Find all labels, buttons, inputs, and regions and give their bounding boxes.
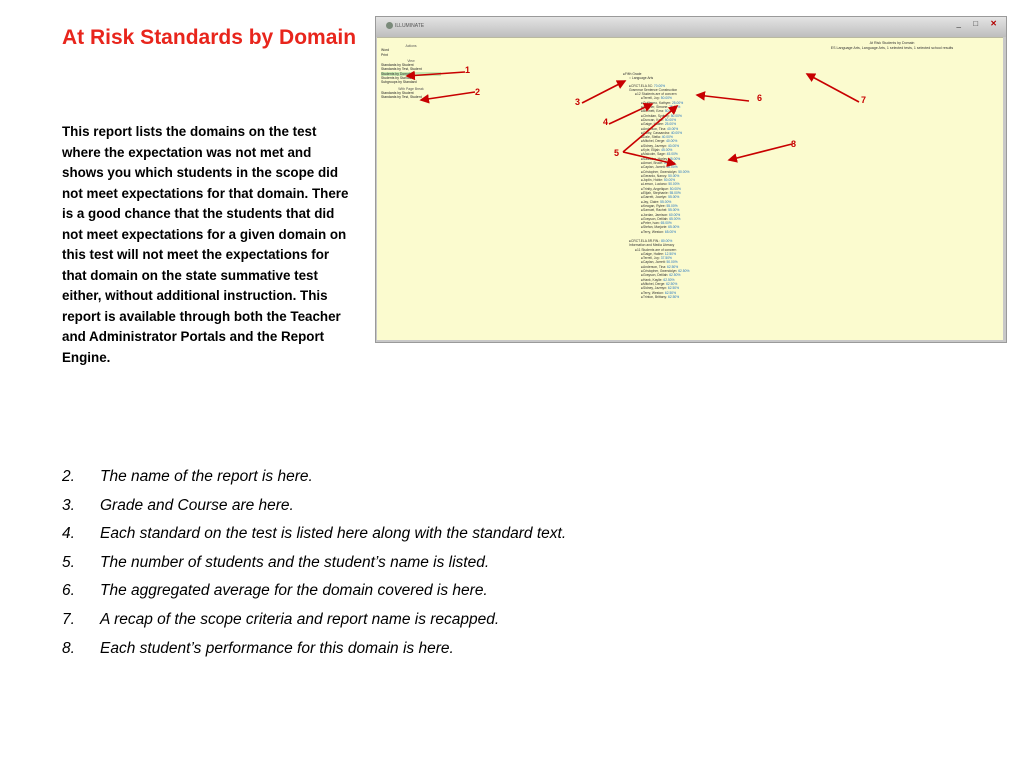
student-name: Jordan, Jamison: [643,212,669,217]
grade-label: ● Fifth Grade [617,72,807,76]
page-break-header: With Page Break [398,86,424,91]
student-score: 25.00% [664,122,677,127]
student-score: 45.00% [666,152,678,157]
actions-header: Actions [405,44,417,48]
student-score: 50.00% [666,165,678,170]
student-score: 62.50% [667,264,679,269]
student-score: 60.00% [669,212,681,217]
student-score: 50.00% [663,178,676,183]
list-number: 7. [62,610,75,628]
student-score: 55.00% [668,195,680,200]
callout-7: 7 [861,95,867,105]
sidebar-item-subgroups-by-standard[interactable]: Subgroups by Standard [381,80,417,85]
sidebar-item-pb-standards-by-student[interactable]: Standards by Student [381,90,414,95]
student-score: 62.50% [663,277,675,282]
student-name: Guillermo, Kathym: [643,100,672,105]
student-name: Jay, Claire: [643,199,660,204]
student-score: 25.00% [671,100,684,105]
student-score: 50.00% [678,169,690,174]
report-screenshot [375,16,1007,343]
domain-average: 70.00% [653,83,666,88]
student-name: Anderson, Tina: [643,264,667,269]
callout-arrows [377,38,1003,340]
student-score: 50.00% [664,109,677,114]
callout-arrow-3 [582,81,625,103]
callout-arrow-1 [407,72,465,76]
slide-description: This report lists the domains on the test where the expectation was not met and shows you which students in the scope did not meet expectations for that domain. There is a good chance that the students that did not meet expectations for a given domain on this test will not meet the expectations for that domain on the state summative test either, without additional instruction. This report is available through both the Teacher and Administrator Portals and the Report Engine. [62,124,349,365]
sidebar-item-students-by-standard[interactable]: Students by Standard [381,76,414,81]
slide-title: At Risk Standards by Domain [62,26,357,49]
student-name: Gaige, Hailee: [643,122,664,127]
list-number: 5. [62,553,75,571]
student-name: Grayson, Delilah: [643,273,669,278]
student-name: Elijah, Stephanie: [643,191,669,196]
minimize-icon[interactable]: _ [956,19,966,28]
student-name: Anderson, Tina: [643,126,667,131]
student-name: Trinton, Brittany: [643,294,668,299]
student-name: Sidney, Jazmyn: [643,143,667,148]
student-score: 62.50% [669,273,681,278]
callout-4: 4 [603,117,609,127]
student-score: 40.00% [667,126,679,131]
student-name: Christian, Sydney: [643,113,670,118]
report-panel [377,37,1003,340]
student-name: Sidney, Jazmyn: [643,286,667,291]
callout-6: 6 [757,93,763,103]
list-text: Each student’s performance for this domain is here. [100,639,454,657]
student-name: Mitchel, Derge: [643,139,666,144]
student-name: Terrell, Joy: [643,96,660,101]
list-item [62,492,566,521]
maximize-icon[interactable]: □ [973,19,984,28]
domain-name: Grammar Sentence Construction [629,87,678,92]
student-score: 65.00% [664,229,677,234]
explanation-list [62,463,566,663]
student-name: Terry, Weston: [643,229,664,234]
student-name: Samuel, Rachel: [643,208,668,213]
student-name: Terrell, Joy: [643,256,660,261]
student-score: 40.00% [666,139,678,144]
course-circle-icon: ○ [629,76,632,81]
sidebar-item-pb-standards-by-test-student[interactable]: Standards by Test, Student [381,95,422,100]
student-name: Amari, Bruce: [643,160,663,165]
list-item [62,520,566,549]
student-score: 45.00% [661,148,673,153]
student-name: Kyle, Elijah: [643,148,661,153]
students-count: ● 11 Students are of concern [617,248,807,252]
list-item [62,635,566,664]
student-score: 62.50% [666,281,678,286]
student-score: 65.00% [669,216,681,221]
student-name: Trinity, Angelique: [643,186,669,191]
list-number: 6. [62,582,75,600]
list-item [62,463,566,492]
list-text: The name of the report is here. [100,468,313,485]
student-name: Gaige, Hailee: [643,251,664,256]
student-score: 50.00% [668,173,680,178]
callout-arrow-2 [421,92,475,100]
student-name: Duncan, Kate: [643,117,664,122]
student-name: Mitchel, Derge: [643,281,666,286]
student-name: Gerardo, Nancy: [643,173,668,178]
student-score: 40.00% [667,143,680,148]
student-score: 55.00% [669,191,681,196]
list-item [62,577,566,606]
screenshot-titlebar [376,17,1006,37]
student-name: Lemon, Luciano: [643,182,668,187]
student-name: Bennett, Ezra: [643,109,664,114]
sidebar-item-standards-by-student[interactable]: Standards by Student [381,63,414,68]
student-score: 62.50% [667,286,680,291]
list-text: A recap of the scope criteria and report name is recapped. [100,610,500,628]
domain-code: CRCT.ELA.5R.FIN.: [631,238,661,243]
student-score: 50.00% [666,260,678,265]
list-number: 4. [62,525,75,543]
report-name: At Risk Students by Domain [869,41,915,45]
window-controls [957,19,1002,28]
list-text: The number of students and the student’s name is listed. [100,553,490,571]
student-score: 65.00% [660,221,672,226]
student-name: Keagan, Rylee: [643,203,666,208]
callout-arrow-5b [623,152,675,164]
student-score: 45.00% [669,156,681,161]
callout-arrow-4 [609,104,652,124]
student-score: 25.00% [669,105,681,110]
student-score: 62.50% [664,290,677,295]
student-name: Colby, Cassandra: [643,130,670,135]
student-score: 62.50% [678,269,690,274]
student-name: Dale, Stella: [643,135,661,140]
student-name: Grayson, Delilah: [643,216,669,221]
student-score: 40.00% [661,135,673,140]
student-score: 50.00% [669,186,681,191]
student-score: 65.00% [668,225,680,230]
callout-3: 3 [575,97,581,107]
callout-arrow-6 [697,95,749,101]
student-score: 55.00% [668,208,680,213]
student-score: 55.00% [666,203,678,208]
list-text: The aggregated average for the domain covered is here. [100,582,488,600]
student-name: Cristopher, Gwendolyn: [643,169,678,174]
report-scope: ES Language Arts, Language Arts, 1 selected tests, 1 selected school results [830,45,954,50]
student-name: Wagner, Simone: [643,105,669,110]
student-name: Garrett, Jocelyn: [643,195,668,200]
list-number: 3. [62,496,75,514]
student-score: 50.00% [660,96,672,101]
student-score: 37.50% [660,256,672,261]
sidebar-item-print[interactable]: Print [381,52,388,57]
callout-8: 8 [791,139,797,149]
list-text: Grade and Course are here. [100,496,294,514]
sidebar-item-standards-by-test-student[interactable]: Standards by Test, Student [381,67,422,72]
student-score: 50.00% [670,113,682,118]
student-score: 12.50% [664,251,677,256]
sidebar-item-word[interactable]: Word [381,48,390,53]
student-score: 40.00% [670,130,682,135]
student-name: Salvador, Harley: [643,156,669,161]
student-score: 55.00% [660,199,672,204]
list-item [62,606,566,635]
student-score: 50.00% [663,160,676,165]
sidebar-item-students-by-domain[interactable]: Students by Domain [381,72,441,76]
callout-1: 1 [465,65,471,75]
list-text: Each standard on the test is listed here along with the standard text. [100,525,567,543]
students-count: ● 12 Students are of concern [617,92,807,96]
domain-name: Information and Media Literacy [629,243,675,248]
student-name: Stefan, Marjorie: [643,225,668,230]
student-name: Peter, Ivan: [643,221,660,226]
student-name: Cristopher, Gwendolyn: [643,269,678,274]
domain-average: 80.00% [661,238,673,243]
student-score: 50.00% [668,182,680,187]
student-name: Hank, Kaylie: [643,277,663,282]
student-score: 50.00% [664,117,677,122]
list-number: 2. [62,468,75,485]
student-name: Joplin, Hobie: [643,178,663,183]
callout-arrow-7 [807,74,859,102]
student-name: Malcolm, Sage: [643,152,666,157]
list-number: 8. [62,639,75,657]
callout-arrow-8 [729,144,792,160]
student-score: 62.50% [668,294,680,299]
callout-2: 2 [475,87,481,97]
view-header: View [407,58,415,63]
callout-5: 5 [614,148,620,158]
illuminate-logo: ILLUMINATE [386,22,424,29]
domain-code: CRCT.ELA.5C: [631,83,653,88]
student-name: Caplan, Jarrett: [643,260,666,265]
course-name: Language Arts [631,76,654,81]
list-item [62,549,566,578]
close-icon[interactable]: ✕ [990,19,1002,28]
student-name: Terry, Weston: [643,290,664,295]
student-name: Caplan, Jarrett: [643,165,666,170]
